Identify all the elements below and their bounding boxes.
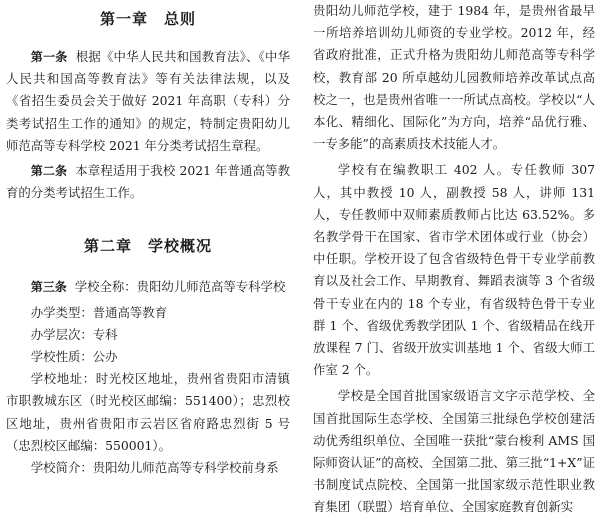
faculty-paragraph: 学校有在编教职工 402 人。专任教师 307 人，其中教授 10 人，副教授 58 人，讲师 131 人，专任教师中双师素质教师占比达 63.52%。多名教学骨干在国家、省市学术团体或行业（协会）中任职。学校开设了包含省级特色骨干专业学前教育以及社会工作、早期教育、舞蹈表演等 3 个省级骨干专业在内的 18 个专业，有省级特色骨干专业群 1 个、省级优秀教学团队 1 个、省级精品在线开放课程 7 门、省级开放实训基地 1 个、省级大师工作室 2 个。: [313, 162, 595, 378]
honors-paragraph: 学校是全国首批国家级语言文字示范学校、全国首批国际生态学校、全国第三批绿色学校创建活动优秀组织单位、全国唯一获批“蒙台梭利 AMS 国际师资认证”的高校、全国第二批、第三批“1+X”证书制度试点院校、全国第一批国家级示范性职业教育集团（联盟）培育单位、全国家庭教育创新实: [313, 388, 595, 515]
chapter-1-title: 总则: [164, 10, 197, 28]
intro-continued: 贵阳幼儿师范学校，建于 1984 年，是贵州省最早一所培养培训幼儿师资的专业学校。2012 年，经省政府批准，正式升格为贵阳幼儿师范高等专科学校，教育部 20 所卓越幼儿园教师培养改革试点高校之一，也是贵州省唯一一所试点高校。学校以“人本化、精细化、国际化”为方向，培养“品优行雅、一专多能”的高素质技术技能人才。: [313, 3, 595, 152]
article-3: [6, 276, 290, 298]
school-nature: 学校性质：公办: [30, 349, 118, 365]
article-2: [6, 160, 290, 204]
left-column: [6, 0, 290, 479]
school-address: 学校地址：时光校区地址，贵州省贵阳市清镇市职教城东区（时光校区邮编：551400）；忠烈校区地址，贵州省贵阳市云岩区省府路忠烈街 5 号（忠烈校区邮编：550001）。: [6, 371, 290, 453]
chapter-2-heading: [6, 230, 290, 262]
article-1-text: 根据《中华人民共和国教育法》、《中华人民共和国高等教育法》等有关法律法规，以及《省招生委员会关于做好 2021 年高职（专科）分类考试招生工作的通知》的规定，特制定贵阳幼儿师范高等专科学校 2021 年分类考试招生章程。: [6, 49, 290, 153]
chapter-2-number: 第二章: [83, 237, 132, 256]
school-intro-start: 学校简介：贵阳幼儿师范高等专科学校前身系: [30, 460, 279, 476]
chapter-2-title: 学校概况: [148, 237, 213, 256]
article-3-label: 第三条: [30, 280, 67, 295]
chapter-1-number: 第一章: [99, 10, 148, 28]
chapter-1-heading: [6, 4, 290, 34]
school-type: 办学类型：普通高等教育: [30, 304, 168, 320]
article-2-label: 第二条: [30, 164, 68, 179]
article-1-label: 第一条: [30, 50, 68, 64]
article-2-text: 本章程适用于我校 2021 年普通高等教育的分类考试招生工作。: [6, 163, 290, 201]
article-1: [6, 46, 290, 157]
right-column: [313, 0, 595, 523]
school-level: 办学层次：专科: [30, 326, 118, 342]
article-3-text: 学校全称：贵阳幼儿师范高等专科学校: [74, 279, 286, 295]
